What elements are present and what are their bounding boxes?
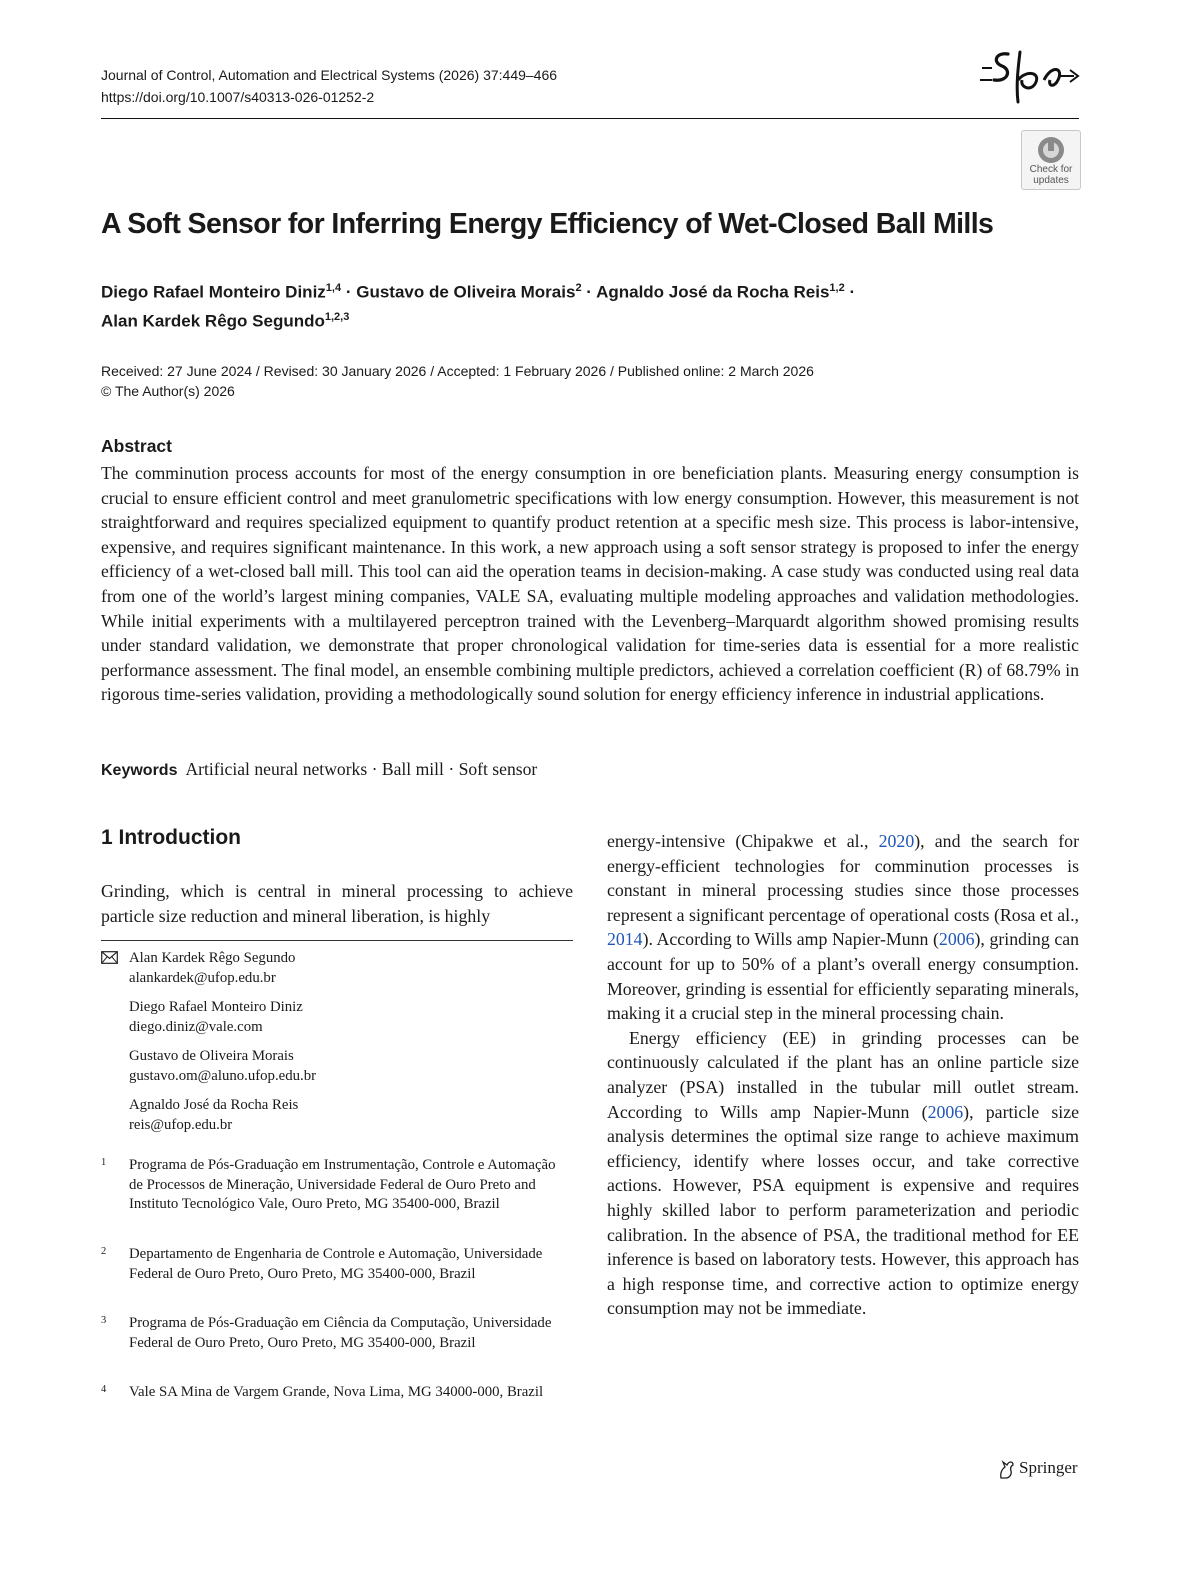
- author-name[interactable]: Agnaldo José da Rocha Reis: [596, 282, 830, 302]
- header-rule: [101, 118, 1079, 119]
- author-affil-sup: 1,2: [829, 282, 845, 294]
- check-for-updates-label: Check for updates: [1029, 164, 1073, 186]
- affiliation: [101, 1314, 573, 1353]
- contact-name: Diego Rafael Monteiro Diniz: [129, 999, 303, 1015]
- corresponding-author-contact: [129, 949, 295, 988]
- citation-link[interactable]: 2006: [927, 1101, 964, 1122]
- publisher-name: Springer: [1019, 1458, 1078, 1477]
- affiliation-number: 1: [101, 1157, 107, 1168]
- contact-name: Gustavo de Oliveira Morais: [129, 1048, 294, 1064]
- keywords: [101, 757, 537, 783]
- contact-email[interactable]: alankardek@ufop.edu.br: [129, 969, 276, 986]
- check-for-updates-badge[interactable]: [1021, 130, 1081, 190]
- paragraph-text: Energy efficiency (EE) in grinding processes can be continuously calculated if the plant has an online particle size analyzer (PSA) installed in the tubular mill outlet stream. According to Wills amp Napier-Munn (: [607, 1027, 1079, 1122]
- journal-citation: Journal of Control, Automation and Electrical Systems (2026) 37:449–466: [101, 67, 558, 83]
- publication-dates: [101, 361, 814, 401]
- keywords-heading: Keywords: [101, 762, 178, 779]
- author-contact: [129, 1096, 298, 1135]
- citation-link[interactable]: 2014: [607, 929, 643, 950]
- paragraph-text: ). According to Wills amp Napier-Munn (: [642, 929, 939, 950]
- affiliation-number: 2: [101, 1246, 107, 1257]
- sba-logo-text: [0, 0, 1, 1]
- affiliation-text: Vale SA Mina de Vargem Grande, Nova Lima, MG 34000-000, Brazil: [129, 1384, 544, 1400]
- author-affil-sup: 2: [575, 282, 582, 294]
- footnote-rule: [101, 940, 573, 941]
- doi-link[interactable]: https://doi.org/10.1007/s40313-026-01252-2: [101, 89, 375, 105]
- affiliation-text: Departamento de Engenharia de Controle e Automação, Universidade Federal de Ouro Preto, Ouro Preto, MG 35400-000, Brazil: [129, 1246, 543, 1282]
- update-check-icon: [1036, 135, 1066, 165]
- copyright-notice: © The Author(s) 2026: [101, 383, 235, 399]
- publisher-logo: [997, 1458, 1078, 1479]
- author-separator: ·: [849, 282, 856, 302]
- intro-right-column: [607, 829, 1079, 1321]
- contact-email[interactable]: gustavo.om@aluno.ufop.edu.br: [129, 1067, 317, 1084]
- citation-link[interactable]: 2006: [938, 929, 975, 950]
- journal-header: [101, 64, 557, 108]
- paragraph-text: ), and the search for energy-efficient technologies for comminution processes is constant in mineral processing studies since those processes represent a significant percentage of operational costs (Rosa et al.,: [607, 831, 1079, 925]
- affiliation: [101, 1383, 573, 1403]
- affiliation: [101, 1156, 573, 1215]
- paragraph-text: ), particle size analysis determines the optimal size range to achieve maximum efficiency, identify where losses occur, and take corrective actions. However, PSA equipment is expensive and requires highly skilled labor to perform parameterization and periodic calibration. In the absence of PSA, the traditional method for EE inference is based on laboratory tests. However, this approach has a high response time, and corrective action to optimize energy consumption may not be immediate.: [607, 1101, 1079, 1319]
- author-name[interactable]: Gustavo de Oliveira Morais: [356, 282, 576, 302]
- sba-logo: [978, 46, 1080, 108]
- intro-paragraph: [607, 1026, 1079, 1321]
- author-affil-sup: 1,4: [325, 282, 342, 294]
- abstract-heading: Abstract: [101, 436, 172, 456]
- history-dates: Received: 27 June 2024 / Revised: 30 January 2026 / Accepted: 1 February 2026 / Published online: 2 March 2026: [101, 363, 814, 379]
- affiliation-text: Programa de Pós-Graduação em Instrumentação, Controle e Automação de Processos de Mineração, Universidade Federal de Ouro Preto and Instituto Tecnológico Vale, Ouro Preto, MG 35400-000, Brazil: [129, 1157, 556, 1213]
- intro-paragraph: [607, 829, 1079, 1026]
- keywords-list: Artificial neural networks · Ball mill · Soft sensor: [185, 759, 538, 779]
- envelope-icon: [101, 951, 118, 964]
- contact-name: Alan Kardek Rêgo Segundo: [129, 950, 296, 966]
- author-contact: [129, 998, 303, 1037]
- paragraph-text: ), grinding can account for up to 50% of a plant’s overall energy consumption. Moreover, grinding is essential for efficiently separating minerals, making it a crucial step in the mineral processing chain.: [607, 929, 1079, 1024]
- section-heading-introduction: 1 Introduction: [101, 826, 241, 849]
- contact-name: Agnaldo José da Rocha Reis: [129, 1097, 299, 1113]
- affiliation: [101, 1245, 573, 1284]
- intro-paragraph-left: Grinding, which is central in mineral processing to achieve particle size reduction and mineral liberation, is highly: [101, 881, 573, 926]
- affiliation-number: 3: [101, 1315, 107, 1326]
- affiliation-number: 4: [101, 1384, 107, 1395]
- springer-horse-icon: [997, 1459, 1015, 1479]
- contact-email[interactable]: diego.diniz@vale.com: [129, 1018, 263, 1035]
- abstract-text: The comminution process accounts for most of the energy consumption in ore beneficiation plants. Measuring energy consumption is crucial to ensure efficient control and meet granulometric specifications with low energy consumption. However, this measurement is not straightforward and requires specialized equipment to quantify product retention at a specific mesh size. This process is labor-intensive, expensive, and requires significant maintenance. In this work, a new approach using a soft sensor strategy is proposed to infer the energy efficiency of a wet-closed ball mill. This tool can aid the operation teams in decision-making. A case study was conducted using real data from one of the world’s largest mining companies, VALE SA, evaluating multiple modeling approaches and validation methodologies. While initial experiments with a multilayered perceptron trained with the Levenberg–Marquardt algorithm showed promising results under standard validation, we demonstrate that proper chronological validation for time-series data is essential for a more realistic performance assessment. The final model, an ensemble combining multiple predictors, achieved a correlation coefficient (R) of 68.79% in rigorous time-series validation, providing a methodologically sound solution for energy efficiency inference in industrial applications.: [101, 463, 1079, 705]
- author-affil-sup: 1,2,3: [324, 310, 350, 323]
- author-contact: [129, 1047, 316, 1086]
- author-separator: ·: [345, 282, 352, 302]
- paragraph-text: energy-intensive (Chipakwe et al.,: [607, 831, 879, 851]
- citation-link[interactable]: 2020: [878, 831, 915, 851]
- contact-email[interactable]: reis@ufop.edu.br: [129, 1116, 233, 1133]
- author-name[interactable]: Diego Rafael Monteiro Diniz: [101, 282, 326, 302]
- author-separator: ·: [586, 282, 592, 302]
- author-name[interactable]: Alan Kardek Rêgo Segundo: [101, 311, 325, 331]
- author-list: [101, 276, 855, 333]
- article-title: A Soft Sensor for Inferring Energy Efficiency of Wet-Closed Ball Mills: [101, 208, 994, 240]
- affiliation-text: Programa de Pós-Graduação em Ciência da Computação, Universidade Federal de Ouro Preto, Ouro Preto, MG 35400-000, Brazil: [129, 1315, 552, 1351]
